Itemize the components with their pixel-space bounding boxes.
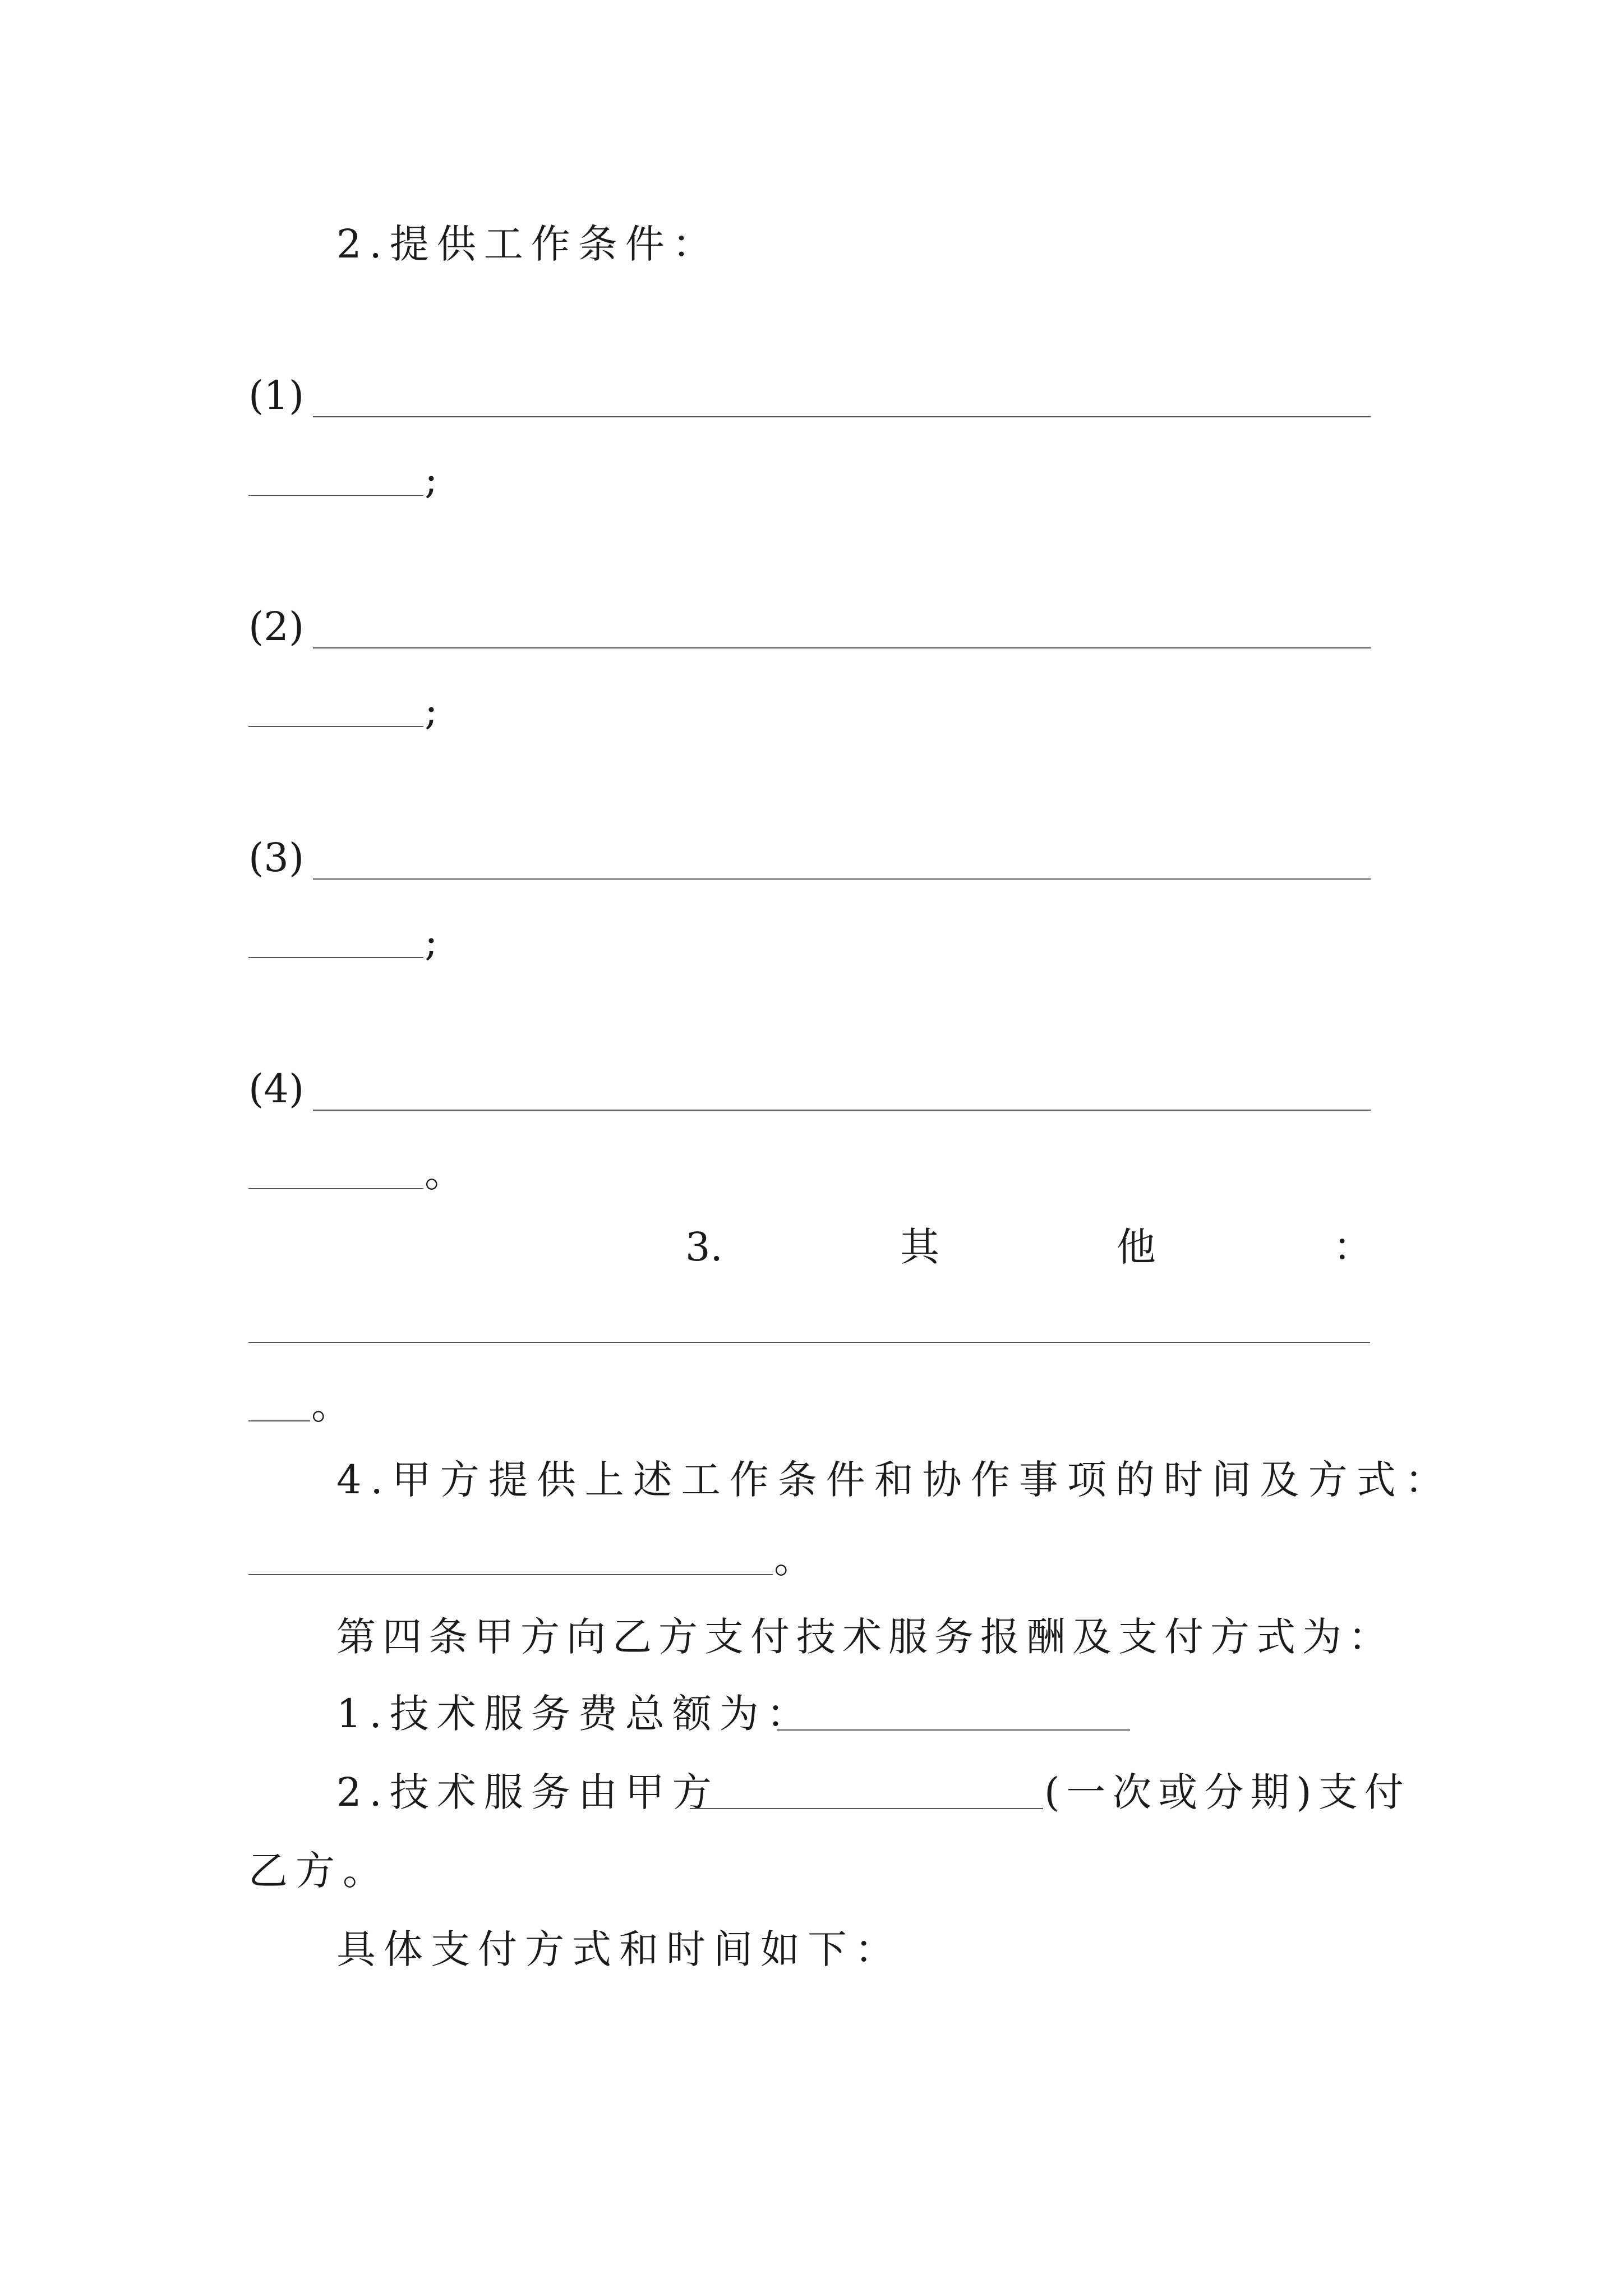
- item-end-punct: 。: [425, 1150, 472, 1196]
- blank-line: [248, 957, 423, 958]
- blank-line: [313, 1110, 1371, 1111]
- item-number: (4): [248, 1066, 305, 1112]
- article4-line2-start: 2.技术服务由甲方: [336, 1769, 720, 1815]
- section3-colon: ：: [1332, 1224, 1372, 1270]
- blank-line: [248, 726, 423, 727]
- section-heading: 2.提供工作条件：: [336, 221, 720, 267]
- article4-line2-continued: 乙方。: [248, 1848, 390, 1894]
- blank-line: [248, 1188, 423, 1189]
- item-number: (2): [248, 604, 305, 650]
- item-end-punct: ;: [425, 688, 446, 734]
- blank-line: [248, 1574, 773, 1575]
- item-number: (3): [248, 835, 305, 881]
- blank-line: [313, 878, 1371, 880]
- article4-heading: 第四条甲方向乙方支付技术服务报酬及支付方式为：: [336, 1614, 1394, 1660]
- section3-char: 其: [900, 1224, 939, 1270]
- item-number: (1): [248, 372, 305, 418]
- section4-end-punct: 。: [774, 1536, 821, 1582]
- blank-line: [313, 416, 1371, 417]
- article4-line1: 1.技术服务费总额为：: [336, 1691, 814, 1737]
- section3-heading: [685, 1225, 1372, 1269]
- item-end-punct: ;: [425, 919, 446, 965]
- section3-char: 他: [1116, 1224, 1156, 1270]
- blank-line: [313, 647, 1371, 648]
- section3-end-punct: 。: [311, 1382, 358, 1428]
- blank-line: [777, 1729, 1130, 1731]
- article4-line2-end: (一次或分期)支付: [1044, 1769, 1410, 1815]
- item-end-punct: ;: [425, 457, 446, 503]
- section3-number: 3.: [685, 1224, 723, 1270]
- blank-line: [690, 1808, 1043, 1809]
- article4-line3: 具体支付方式和时间如下：: [336, 1926, 902, 1972]
- blank-line: [248, 495, 423, 496]
- blank-line: [248, 1420, 310, 1421]
- blank-line: [248, 1342, 1370, 1343]
- section4-text: 4.甲方提供上述工作条件和协作事项的时间及方式：: [336, 1457, 1453, 1503]
